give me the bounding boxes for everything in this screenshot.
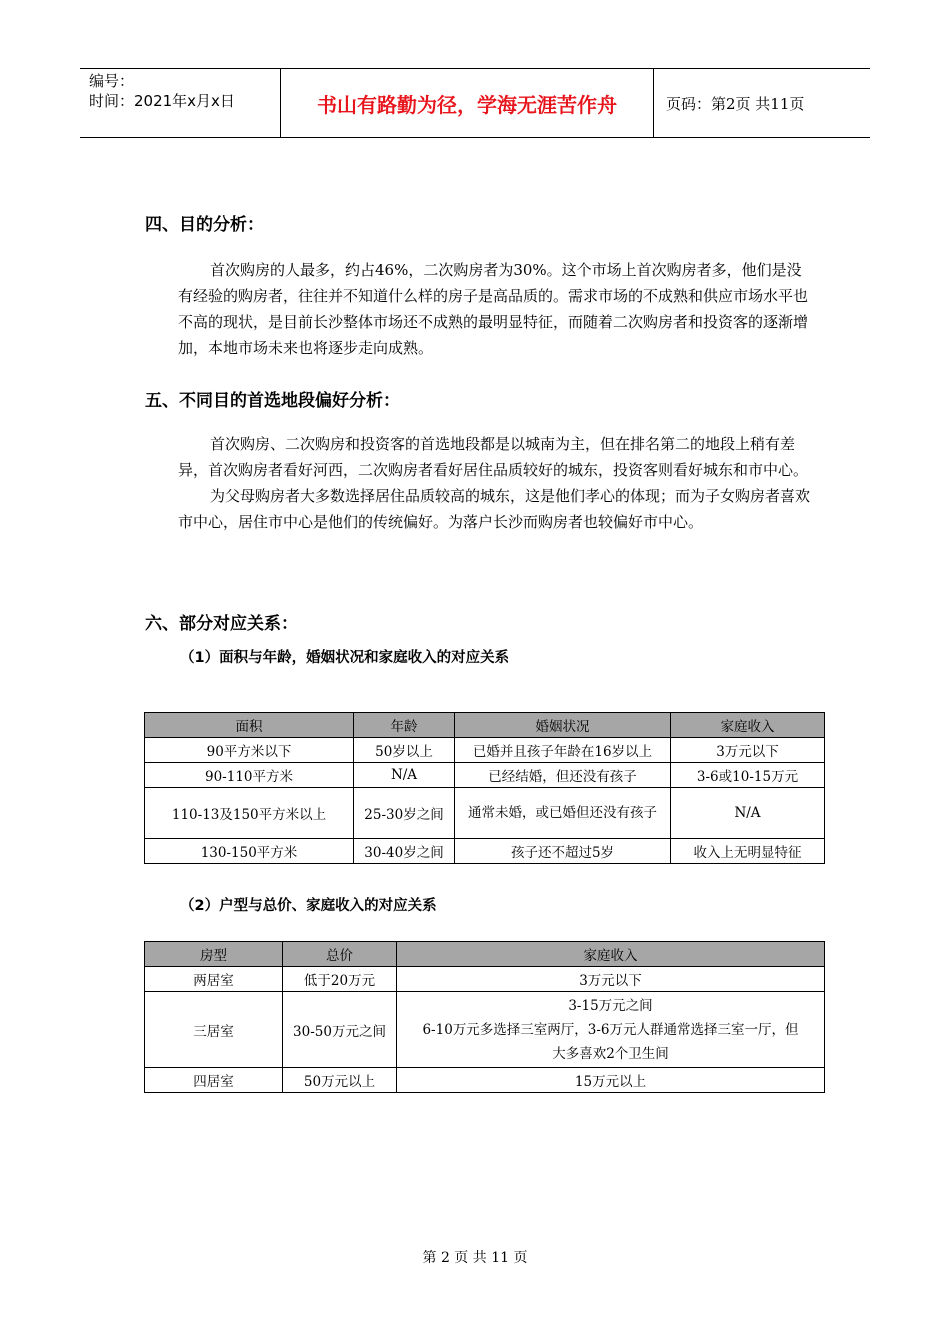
column-header: 面积 <box>145 713 354 738</box>
table-cell: 3万元以下 <box>397 967 825 992</box>
table-cell: 30-40岁之间 <box>354 839 455 864</box>
table-cell: 25-30岁之间 <box>354 788 455 839</box>
subheading-1: （1）面积与年龄，婚姻状况和家庭收入的对应关系 <box>180 650 510 666</box>
column-header: 家庭收入 <box>397 942 825 967</box>
table-cell: 30-50万元之间 <box>283 992 397 1068</box>
table-cell: N/A <box>671 788 825 839</box>
table-cell: 已婚并且孩子年龄在16岁以上 <box>455 738 671 763</box>
table-cell: 50万元以上 <box>283 1068 397 1093</box>
table-cell: 3万元以下 <box>671 738 825 763</box>
table-layout-price-income <box>144 941 825 1093</box>
column-header: 婚姻状况 <box>455 713 671 738</box>
page-footer: 第 2 页 共 11 页 <box>422 1250 528 1266</box>
column-header: 总价 <box>283 942 397 967</box>
table-cell: 3-6或10-15万元 <box>671 763 825 788</box>
table-header-row <box>145 942 825 967</box>
header-meta <box>80 69 281 137</box>
table-cell: 90平方米以下 <box>145 738 354 763</box>
section4-body <box>178 257 810 361</box>
header-date: 时间：2021年x月x日 <box>89 92 235 110</box>
column-header: 家庭收入 <box>671 713 825 738</box>
table-row <box>145 738 825 763</box>
section5-body <box>178 431 810 535</box>
table-row <box>145 763 825 788</box>
table-cell: 两居室 <box>145 967 283 992</box>
table-area-age-marriage-income <box>144 712 825 864</box>
paragraph: 首次购房、二次购房和投资客的首选地段都是以城南为主，但在排名第二的地段上稍有差异，首次购房者看好河西，二次购房者看好居住品质较好的城东，投资客则看好城东和市中心。 <box>178 435 809 479</box>
table-cell: 50岁以上 <box>354 738 455 763</box>
table-row <box>145 788 825 839</box>
table-cell: 90-110平方米 <box>145 763 354 788</box>
header-number: 编号： <box>89 72 135 90</box>
table-row <box>145 992 825 1068</box>
paragraph: 为父母购房者大多数选择居住品质较高的城东，这是他们孝心的体现；而为子女购房者喜欢市中心，居住市中心是他们的传统偏好。为落户长沙而购房者也较偏好市中心。 <box>178 487 811 531</box>
table-cell: 15万元以上 <box>397 1068 825 1093</box>
table-cell: 收入上无明显特征 <box>671 839 825 864</box>
column-header: 年龄 <box>354 713 455 738</box>
header-page-info: 页码：第2页 共11页 <box>666 94 805 113</box>
subheading-2: （2）户型与总价、家庭收入的对应关系 <box>180 898 437 914</box>
section6-heading: 六、部分对应关系： <box>145 614 298 634</box>
header-motto: 书山有路勤为径，学海无涯苦作舟 <box>281 69 654 137</box>
table-row <box>145 967 825 992</box>
paragraph: 首次购房的人最多，约占46%，二次购房者为30%。这个市场上首次购房者多，他们是没有经验的购房者，往往并不知道什么样的房子是高品质的。需求市场的不成熟和供应市场水平也不高的现状，是目前长沙整体市场还不成熟的最明显特征，而随着二次购房者和投资客的逐渐增加，本地市场未来也将逐步走向成熟。 <box>178 261 809 357</box>
table-row <box>145 839 825 864</box>
section4-heading: 四、目的分析： <box>145 215 264 235</box>
page-header <box>80 68 870 138</box>
table-cell: 三居室 <box>145 992 283 1068</box>
table-cell: 通常未婚，或已婚但还没有孩子 <box>455 788 671 839</box>
table-cell: 130-150平方米 <box>145 839 354 864</box>
table-cell: 四居室 <box>145 1068 283 1093</box>
table-header-row <box>145 713 825 738</box>
table-cell: N/A <box>354 763 455 788</box>
section5-heading: 五、不同目的首选地段偏好分析： <box>145 391 400 411</box>
table-row <box>145 1068 825 1093</box>
table-cell: 低于20万元 <box>283 967 397 992</box>
table-cell: 已经结婚，但还没有孩子 <box>455 763 671 788</box>
column-header: 房型 <box>145 942 283 967</box>
table-cell: 110-13及150平方米以上 <box>145 788 354 839</box>
table-cell: 孩子还不超过5岁 <box>455 839 671 864</box>
table-cell: 3-15万元之间 6-10万元多选择三室两厅，3-6万元人群通常选择三室一厅，但大多喜欢2个卫生间 <box>397 992 825 1068</box>
